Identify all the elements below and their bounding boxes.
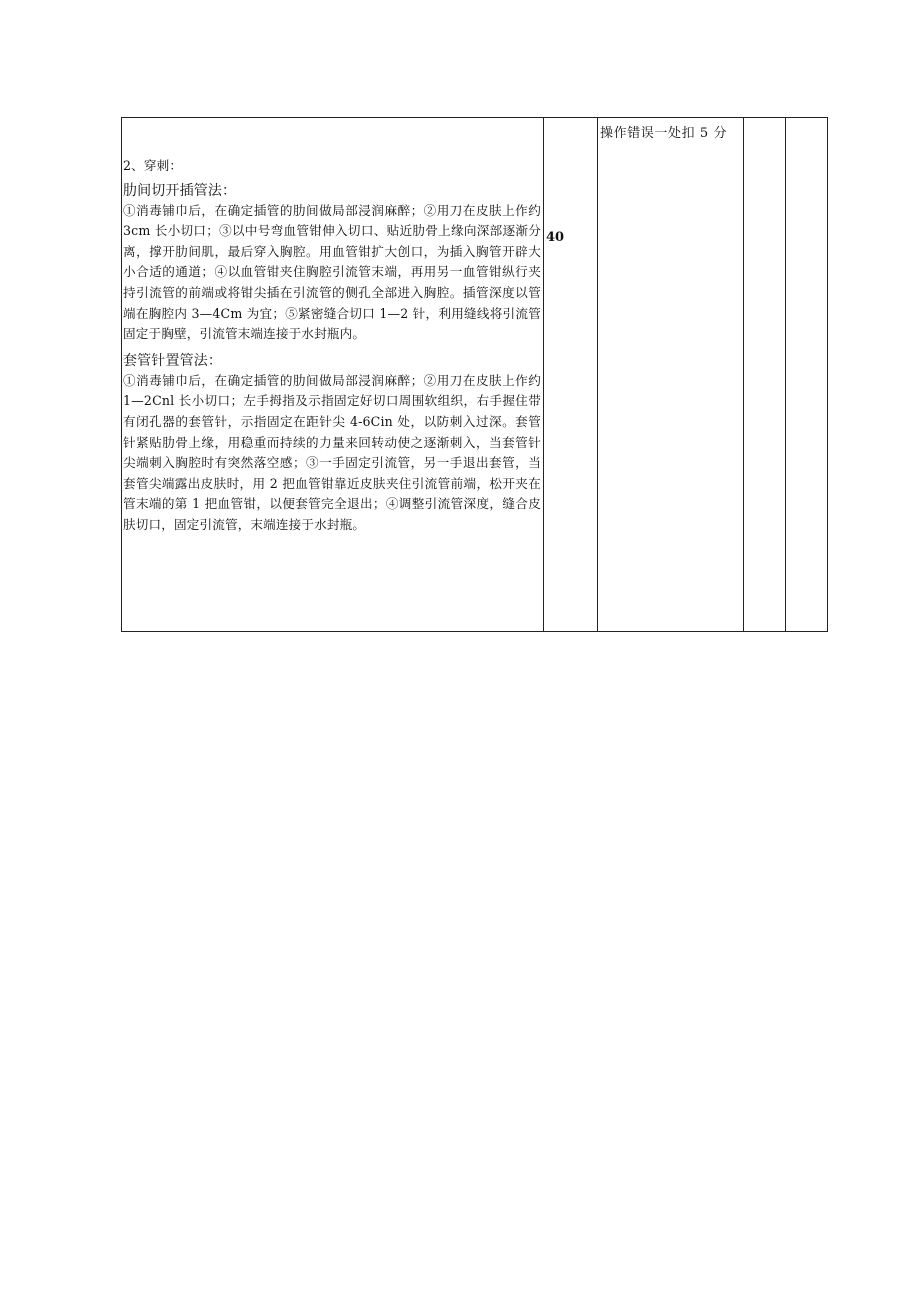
score-cell [544,118,598,632]
deduction-criteria: 操作错误一处扣 5 分 [600,126,728,141]
method1-title: 肋间切开插管法： [123,182,237,199]
empty-cell-deduction [744,118,786,632]
score-value: 40 [546,230,565,245]
table-row [122,118,828,632]
empty-cell-remarks [786,118,828,632]
procedure-content-cell [122,118,544,632]
scoring-table [121,117,828,632]
method2-text: ①消毒铺巾后，在确定插管的肋间做局部浸润麻醉；②用刀在皮肤上作约 1—2Cnl 长小切口；左手拇指及示指固定好切口周围软组织，右手握住带有闭孔器的套管针，示指固定在距针尖 4-6Cin 处，以防刺入过深。套管针紧贴肋骨上缘，用稳重而持续的力量来回转动使之逐渐刺入，当套管针尖端刺入胸腔时有突然落空感；③一手固定引流管，另一手退出套管，当套管尖端露出皮肤时，用 2 把血管钳靠近皮肤夹住引流管前端，松开夹在管末端的第 1 把血管钳，以便套管完全退出；④调整引流管深度，缝合皮肤切口，固定引流管，末端连接于水封瓶。 [123,372,541,532]
procedure-content [122,118,543,536]
step-title: 2、穿刺： [123,158,183,173]
method2-title: 套管针置管法： [123,352,223,369]
criteria-cell [598,118,744,632]
method1-text: ①消毒铺巾后，在确定插管的肋间做局部浸润麻醉；②用刀在皮肤上作约 3cm 长小切口；③以中号弯血管钳伸入切口、贴近肋骨上缘向深部逐渐分离，撑开肋间肌，最后穿入胸腔。用血管钳扩大创口，为插入胸管开辟大小合适的通道；④以血管钳夹住胸腔引流管末端，再用另一血管钳纵行夹持引流管的前端或将钳尖插在引流管的侧孔全部进入胸腔。插管深度以管端在胸腔内 3—4Cm 为宜；⑤紧密缝合切口 1—2 针，利用缝线将引流管固定于胸壁，引流管末端连接于水封瓶内。 [123,202,541,342]
